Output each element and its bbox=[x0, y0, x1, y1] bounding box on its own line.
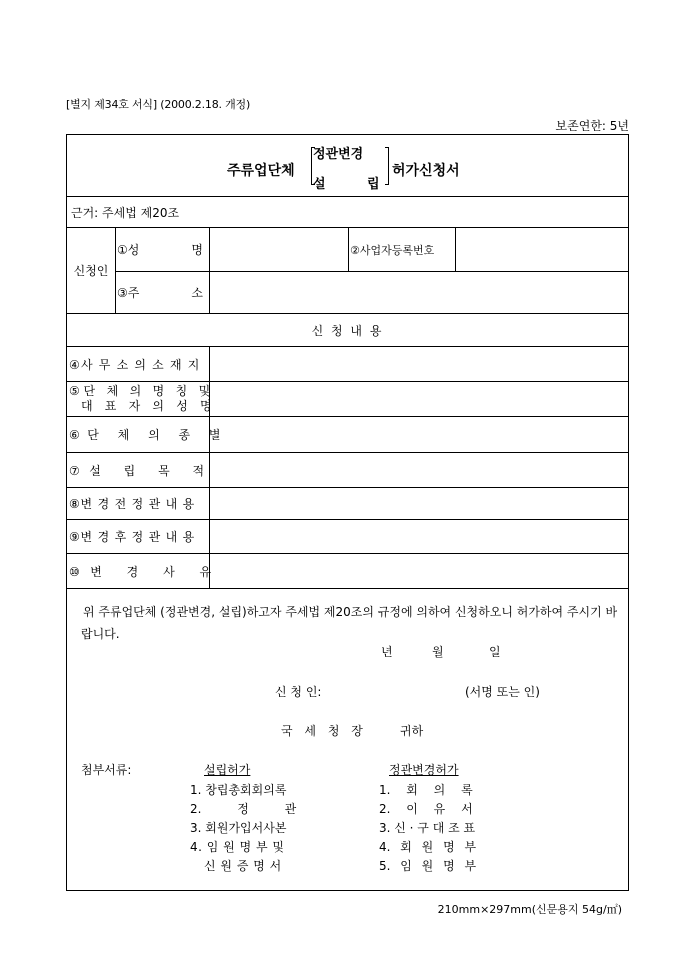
applicant-label: 신청인 bbox=[73, 263, 109, 278]
change-reason-input[interactable] bbox=[210, 554, 628, 588]
attachments-label: 첨부서류: bbox=[81, 763, 132, 777]
org-type-label: ⑥단 체 의 종 별 bbox=[69, 428, 228, 442]
addressee: 국 세 청 장 bbox=[281, 724, 367, 738]
office-location-label: ④사 무 소 의 소 재 지 bbox=[69, 357, 201, 372]
change-attachments-title: 정관변경허가 bbox=[389, 763, 459, 777]
address-label: ③주 소 bbox=[117, 286, 203, 300]
date-year: 년 bbox=[381, 645, 393, 659]
application-form bbox=[66, 134, 629, 891]
establish-item: 신 원 증 명 서 bbox=[204, 859, 282, 873]
establish-attachments-title: 설립허가 bbox=[204, 763, 251, 777]
address-input[interactable] bbox=[210, 272, 628, 313]
after-articles-input[interactable] bbox=[210, 520, 628, 553]
org-name-input[interactable] bbox=[210, 382, 628, 416]
business-registration-label: ②사업자등록번호 bbox=[350, 243, 435, 257]
right-bracket bbox=[385, 147, 389, 185]
office-location-input[interactable] bbox=[210, 347, 628, 381]
addressee-honorific: 귀하 bbox=[400, 724, 424, 738]
paper-spec: 210mm×297mm(신문용지 54g/㎡) bbox=[437, 903, 622, 916]
org-type-input[interactable] bbox=[210, 417, 628, 452]
title-option-change: 정관변경 bbox=[313, 147, 364, 162]
form-title bbox=[67, 135, 628, 196]
application-statement: 위 주류업단체 (정관변경, 설립)하고자 주세법 제20조의 규정에 의하여 신청하오니 허가하여 주시기 바랍니다. bbox=[81, 605, 618, 641]
form-number: [별지 제34호 서식] (2000.2.18. 개정) bbox=[66, 98, 251, 111]
after-articles-label: ⑨변 경 후 정 관 내 용 bbox=[69, 530, 195, 544]
signature-seal-label: (서명 또는 인) bbox=[465, 685, 540, 699]
name-label: ①성 명 bbox=[117, 243, 203, 257]
purpose-label: ⑦설 립 목 적 bbox=[69, 463, 214, 478]
title-option-establish: 설 bbox=[313, 177, 326, 192]
date-day: 일 bbox=[489, 645, 501, 659]
establish-item: 2. 정 관 bbox=[190, 802, 297, 816]
before-articles-input[interactable] bbox=[210, 488, 628, 519]
change-reason-label: ⑩변 경 사 유 bbox=[69, 564, 222, 579]
retention-period: 보존연한: 5년 bbox=[555, 119, 629, 133]
change-item: 2. 이 유 서 bbox=[379, 802, 473, 816]
change-item: 5. 임 원 명 부 bbox=[379, 859, 477, 873]
establish-item: 4. 임 원 명 부 및 bbox=[190, 840, 285, 854]
establish-item: 1. 창립총회회의록 bbox=[190, 783, 287, 797]
signature-applicant-label: 신 청 인: bbox=[275, 685, 322, 699]
change-item: 1. 회 의 록 bbox=[379, 783, 473, 797]
purpose-input[interactable] bbox=[210, 453, 628, 487]
change-item: 3. 신 · 구 대 조 표 bbox=[379, 821, 476, 835]
legal-basis: 근거: 주세법 제20조 bbox=[71, 205, 180, 220]
establish-item: 3. 회원가입서사본 bbox=[190, 821, 287, 835]
title-suffix: 허가신청서 bbox=[392, 163, 460, 179]
business-registration-input[interactable] bbox=[456, 228, 628, 271]
section-title: 신 청 내 용 bbox=[311, 323, 384, 338]
org-name-label: ⑤단 체 의 명 칭 및 대 표 자 의 성 명 bbox=[69, 384, 216, 413]
name-input[interactable] bbox=[210, 228, 348, 271]
before-articles-label: ⑧변 경 전 정 관 내 용 bbox=[69, 497, 195, 511]
date-month: 월 bbox=[432, 645, 444, 659]
title-main: 주류업단체 bbox=[227, 163, 295, 179]
change-item: 4. 회 원 명 부 bbox=[379, 840, 477, 854]
title-option-establish-2: 립 bbox=[367, 177, 380, 192]
